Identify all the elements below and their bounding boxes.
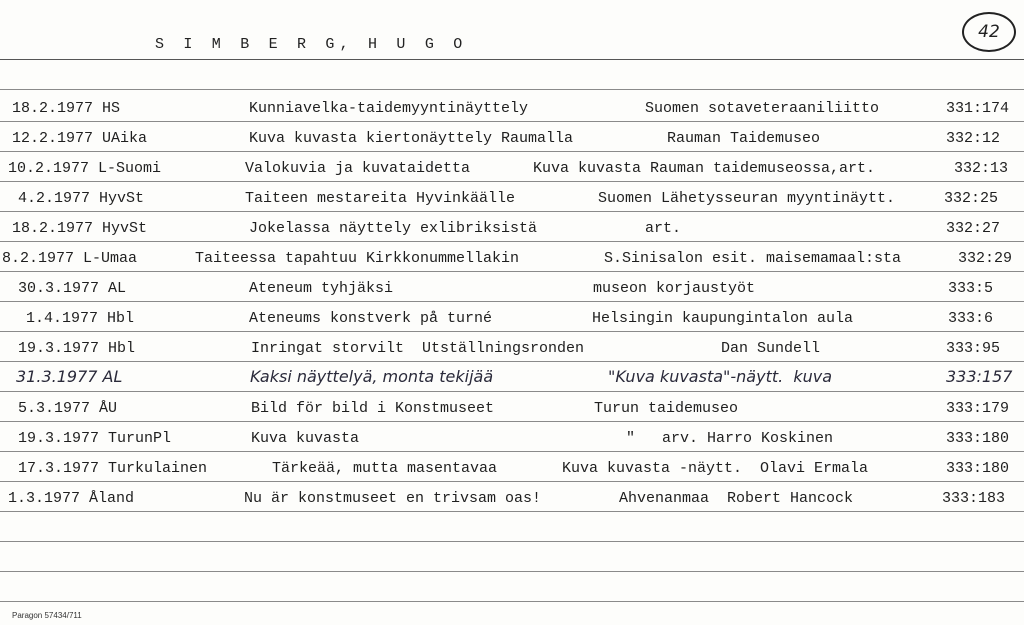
entry-date-source: 18.2.1977 HS bbox=[12, 100, 121, 117]
entry-note: Helsingin kaupungintalon aula bbox=[592, 310, 854, 327]
entry-date-source: 1.4.1977 Hbl bbox=[26, 310, 135, 327]
card-title: S I M B E R G, H U G O bbox=[155, 36, 468, 53]
entry-title: Kuva kuvasta kiertonäyttely Raumalla bbox=[249, 130, 574, 147]
entry-ref: 333:6 bbox=[948, 310, 994, 327]
entry-note: Turun taidemuseo bbox=[594, 400, 739, 417]
entry-note: " arv. Harro Koskinen bbox=[626, 430, 834, 447]
header-rule bbox=[0, 59, 1024, 60]
ruled-line bbox=[0, 541, 1024, 542]
entry-row bbox=[0, 249, 1024, 277]
entry-note: Kuva kuvasta Rauman taidemuseossa,art. bbox=[533, 160, 876, 177]
entry-row-handwritten bbox=[0, 367, 1024, 395]
entry-note: Suomen sotaveteraaniliitto bbox=[645, 100, 880, 117]
entry-row bbox=[0, 189, 1024, 217]
entry-row bbox=[0, 309, 1024, 337]
entry-ref: 332:29 bbox=[958, 250, 1013, 267]
entry-note: Rauman Taidemuseo bbox=[667, 130, 821, 147]
entry-title: Bild för bild i Konstmuseet bbox=[251, 400, 495, 417]
entry-date-source: 18.2.1977 HyvSt bbox=[12, 220, 148, 237]
entry-ref: 333:180 bbox=[946, 460, 1010, 477]
entry-row bbox=[0, 129, 1024, 157]
entry-title: Taiteessa tapahtuu Kirkkonummellakin bbox=[195, 250, 520, 267]
entry-row bbox=[0, 219, 1024, 247]
entry-title: Tärkeää, mutta masentavaa bbox=[272, 460, 498, 477]
entry-note: museon korjaustyöt bbox=[593, 280, 756, 297]
entry-title: Ateneums konstverk på turné bbox=[249, 310, 493, 327]
entry-ref: 333:179 bbox=[946, 400, 1010, 417]
page-number-circle: 42 bbox=[962, 12, 1016, 52]
entry-title: Valokuvia ja kuvataidetta bbox=[245, 160, 471, 177]
entry-ref: 333:183 bbox=[942, 490, 1006, 507]
entry-ref: 332:25 bbox=[944, 190, 999, 207]
entry-row bbox=[0, 489, 1024, 517]
entry-row bbox=[0, 279, 1024, 307]
entry-note: Suomen Lähetysseuran myyntinäytt. bbox=[598, 190, 896, 207]
entry-note: "Kuva kuvasta"-näytt. kuva bbox=[608, 367, 833, 386]
entry-date-source: 1.3.1977 Åland bbox=[8, 490, 135, 507]
entry-note: Ahvenanmaa Robert Hancock bbox=[619, 490, 854, 507]
entry-note: Dan Sundell bbox=[721, 340, 821, 357]
entry-date-source: 10.2.1977 L-Suomi bbox=[8, 160, 162, 177]
entry-ref: 333:180 bbox=[946, 430, 1010, 447]
entry-title: Taiteen mestareita Hyvinkäälle bbox=[245, 190, 516, 207]
ruled-line bbox=[0, 89, 1024, 90]
entry-note: S.Sinisalon esit. maisemamaal:sta bbox=[604, 250, 902, 267]
entry-title: Kaksi näyttelyä, monta tekijää bbox=[250, 367, 494, 386]
entry-row bbox=[0, 99, 1024, 127]
ruled-line bbox=[0, 571, 1024, 572]
entry-ref: 331:174 bbox=[946, 100, 1010, 117]
entry-date-source: 12.2.1977 UAika bbox=[12, 130, 148, 147]
entry-title: Kunniavelka-taidemyyntinäyttely bbox=[249, 100, 529, 117]
entry-row bbox=[0, 339, 1024, 367]
entry-date-source: 30.3.1977 AL bbox=[18, 280, 127, 297]
entry-date-source: 4.2.1977 HyvSt bbox=[18, 190, 145, 207]
entry-ref: 333:157 bbox=[946, 367, 1013, 386]
entry-note: art. bbox=[645, 220, 682, 237]
entry-date-source: 19.3.1977 TurunPl bbox=[18, 430, 172, 447]
entry-title: Ateneum tyhjäksi bbox=[249, 280, 394, 297]
entry-date-source: 17.3.1977 Turkulainen bbox=[18, 460, 208, 477]
entry-title: Kuva kuvasta bbox=[251, 430, 360, 447]
ruled-line bbox=[0, 601, 1024, 602]
entry-note: Kuva kuvasta -näytt. Olavi Ermala bbox=[562, 460, 869, 477]
entry-date-source: 19.3.1977 Hbl bbox=[18, 340, 136, 357]
entry-ref: 332:13 bbox=[954, 160, 1009, 177]
entry-title: Nu är konstmuseet en trivsam oas! bbox=[244, 490, 542, 507]
entry-ref: 333:5 bbox=[948, 280, 994, 297]
entry-ref: 333:95 bbox=[946, 340, 1001, 357]
entry-row bbox=[0, 429, 1024, 457]
printer-mark: Paragon 57434/711 bbox=[12, 611, 82, 620]
entry-date-source: 31.3.1977 AL bbox=[16, 367, 123, 386]
entry-date-source: 8.2.1977 L-Umaa bbox=[2, 250, 138, 267]
entry-title: Inringat storvilt Utställningsronden bbox=[251, 340, 585, 357]
entry-date-source: 5.3.1977 ÅU bbox=[18, 400, 118, 417]
entry-row bbox=[0, 459, 1024, 487]
entry-row bbox=[0, 159, 1024, 187]
entry-title: Jokelassa näyttely exlibriksistä bbox=[249, 220, 538, 237]
entry-ref: 332:27 bbox=[946, 220, 1001, 237]
entry-ref: 332:12 bbox=[946, 130, 1001, 147]
entry-row bbox=[0, 399, 1024, 427]
